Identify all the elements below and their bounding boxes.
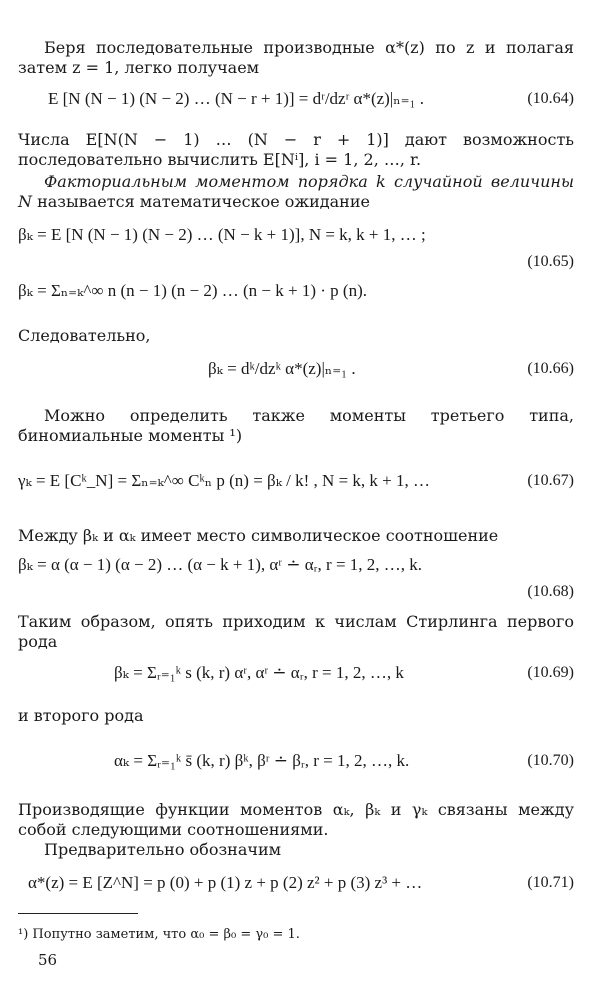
footnote-divider <box>18 913 138 914</box>
equation-10-66 <box>18 350 574 388</box>
definition-term: Факториальным моментом порядка k случайной величины N <box>18 172 574 211</box>
paragraph-stirling-second: и второго рода <box>18 706 144 725</box>
equation-expression: βₖ = E [N (N − 1) (N − 2) … (N − k + 1)], N = k, k + 1, … ; <box>18 225 426 244</box>
equation-number: (10.71) <box>527 874 574 891</box>
page-number: 56 <box>38 951 58 969</box>
paragraph-symbolic-relation: Между βₖ и αₖ имеет место символическое соотношение <box>18 526 499 545</box>
equation-expression: αₖ = Σᵣ₌₁ᵏ s̄ (k, r) βᵏ, βʳ ∸ βᵣ, r = 1, 2, …, k. <box>114 751 410 770</box>
equation-expression: βₖ = Σᵣ₌₁ᵏ s (k, r) αʳ, αʳ ∸ αᵣ, r = 1, 2, …, k <box>114 663 404 682</box>
equation-expression: E [N (N − 1) (N − 2) … (N − r + 1)] = dʳ/dzʳ α*(z)|ₙ₌₁ . <box>48 89 424 108</box>
equation-number: (10.70) <box>527 752 574 769</box>
paragraph-notation: Предварительно обозначим <box>44 840 282 859</box>
equation-expression: βₖ = dᵏ/dzᵏ α*(z)|ₙ₌₁ . <box>208 359 356 378</box>
equation-10-65 <box>18 216 574 270</box>
equation-10-69 <box>18 654 574 692</box>
equation-number: (10.68) <box>527 583 574 600</box>
equation-10-68 <box>18 546 574 600</box>
equation-number: (10.67) <box>527 472 574 489</box>
equation-10-67 <box>18 462 574 500</box>
footnote: ¹) Попутно заметим, что α₀ = β₀ = γ₀ = 1. <box>18 927 300 942</box>
equation-10-70 <box>18 742 574 780</box>
definition-rest: называется математическое ожидание <box>37 192 370 211</box>
paragraph-consequently: Следовательно, <box>18 326 151 345</box>
paragraph-stirling-first: Таким образом, опять приходим к числам Стирлинга первого рода <box>18 612 574 651</box>
equation-number: (10.65) <box>527 253 574 270</box>
equation-factorial-sum <box>18 272 574 310</box>
equation-expression: βₖ = α (α − 1) (α − 2) … (α − k + 1), αʳ ∸ αᵣ, r = 1, 2, …, k. <box>18 555 423 574</box>
equation-number: (10.64) <box>527 90 574 107</box>
equation-expression: βₖ = Σₙ₌ₖ^∞ n (n − 1) (n − 2) … (n − k + 1) · p (n). <box>18 281 368 300</box>
paragraph-definition <box>18 172 574 212</box>
paragraph-derivatives-intro: Беря последовательные производные α*(z) по z и полагая затем z = 1, легко получаем <box>18 38 574 77</box>
paragraph-generating-functions: Производящие функции моментов αₖ, βₖ и γₖ связаны между собой следующими соотношениями. <box>18 800 574 839</box>
equation-10-71 <box>18 864 574 902</box>
equation-number: (10.66) <box>527 360 574 377</box>
equation-expression: γₖ = E [Cᵏ_N] = Σₙ₌ₖ^∞ Cᵏₙ p (n) = βₖ / k! , N = k, k + 1, … <box>18 471 430 490</box>
equation-10-64 <box>18 80 574 118</box>
paragraph-factorial-numbers: Числа E[N(N − 1) … (N − r + 1)] дают возможность последовательно вычислить E[Nⁱ], i = 1, 2, …, r. <box>18 130 574 169</box>
equation-expression: α*(z) = E [Z^N] = p (0) + p (1) z + p (2) z² + p (3) z³ + … <box>28 873 423 892</box>
equation-number: (10.69) <box>527 664 574 681</box>
paragraph-binomial-moments: Можно определить также моменты третьего типа, биномиальные моменты ¹) <box>18 406 574 445</box>
